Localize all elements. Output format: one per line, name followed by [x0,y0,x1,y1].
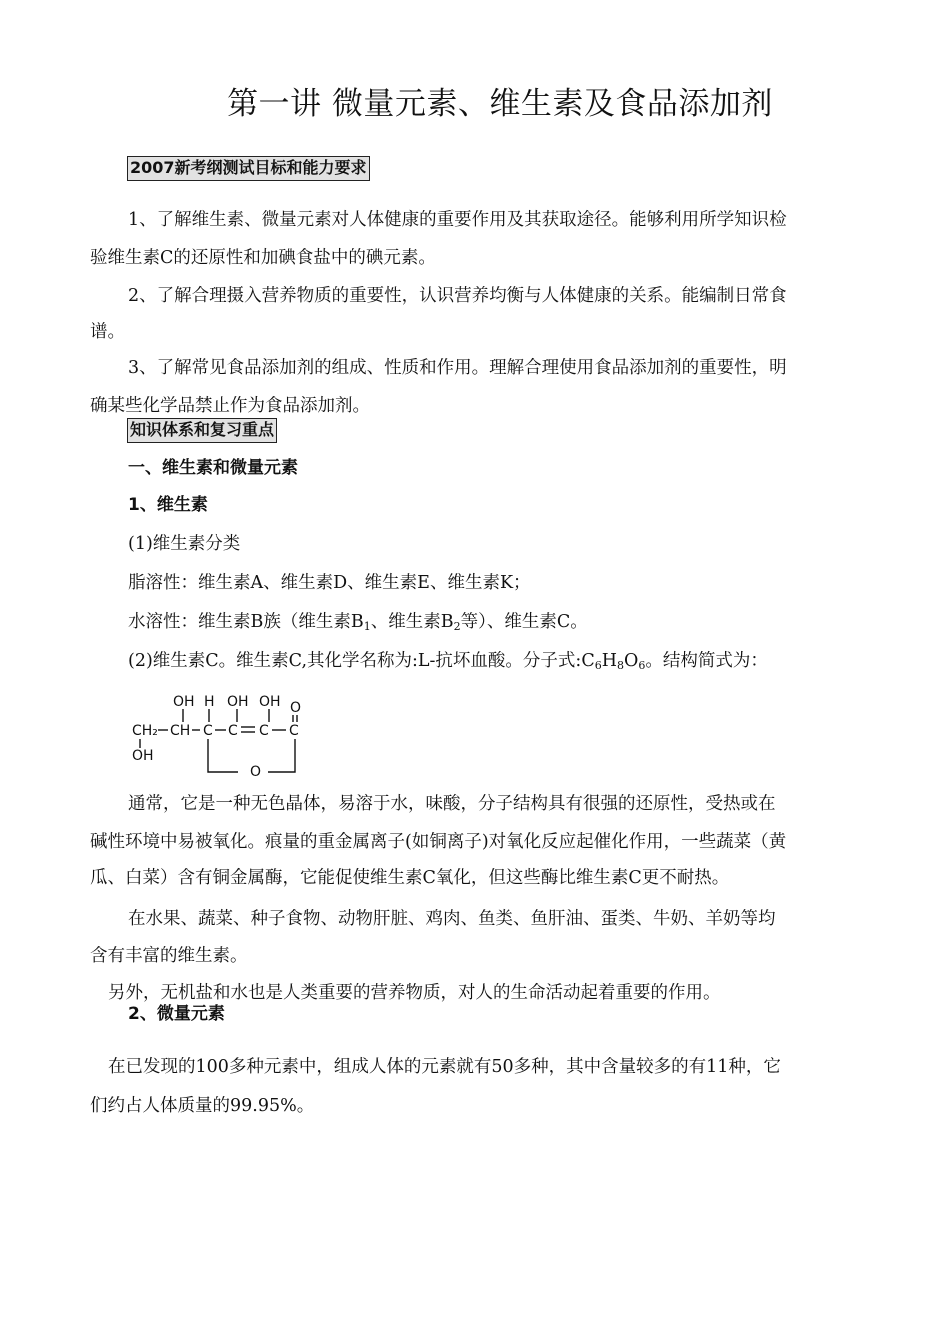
struct-ch: CH [170,723,191,739]
page-title: 第一讲 微量元素、维生素及食品添加剂 [227,86,773,122]
struct-oh-1: OH [173,694,195,710]
struct-ch2: CH₂ [132,723,158,739]
heading-vitamins: 1、维生素 [128,495,208,515]
vitamin-sources-line2: 含有丰富的维生素。 [90,946,248,966]
section-heading-knowledge: 知识体系和复习重点 [127,418,277,443]
objective-2-line1: 2、了解合理摄入营养物质的重要性，认识营养均衡与人体健康的关系。能编制日常食 [128,286,787,306]
trace-elements-line1: 在已发现的100多种元素中，组成人体的元素就有50多种，其中含量较多的有11种，它 [108,1057,781,1077]
objective-1-line2: 验维生素C的还原性和加碘食盐中的碘元素。 [90,248,436,268]
water-soluble-line: 水溶性：维生素B族（维生素$B_1$、维生素$B_2$等）、维生素C。 [128,612,588,633]
struct-c-1: C [203,723,213,739]
trace-elements-line2: 们约占人体质量的99.95%。 [90,1096,315,1116]
struct-c-4: C [289,723,299,739]
objective-1-line1: 1、了解维生素、微量元素对人体健康的重要作用及其获取途径。能够利用所学知识检 [128,210,787,230]
struct-o-ring: O [250,764,262,780]
objective-3-line2: 确某些化学品禁止作为食品添加剂。 [90,396,370,416]
minerals-water-line: 另外，无机盐和水也是人类重要的营养物质，对人的生命活动起着重要的作用。 [108,983,721,1003]
struct-oh-2: OH [227,694,249,710]
section-heading-objectives: 2007新考纲测试目标和能力要求 [127,156,370,181]
struct-c-3: C [259,723,269,739]
struct-oh-3: OH [259,694,281,710]
struct-oh-bottom: OH [132,748,154,764]
heading-vitamins-trace: 一、维生素和微量元素 [128,458,298,478]
fat-soluble-line: 脂溶性：维生素A、维生素D、维生素E、维生素K； [128,573,531,593]
vitamin-c-structure-diagram [128,690,308,782]
struct-ring-left [208,739,238,772]
struct-ring-right [268,739,295,772]
struct-h: H [204,694,215,710]
struct-c-2: C [228,723,238,739]
vitamin-classification: (1)维生素分类 [128,534,241,554]
vitamin-c-formula-line: (2)维生素C。维生素C,其化学名称为:L-抗坏血酸。分子式$:C_6H_8O_6$。结构简式为： [128,651,768,672]
objective-3-line1: 3、了解常见食品添加剂的组成、性质和作用。理解合理使用食品添加剂的重要性，明 [128,358,787,378]
heading-trace-elements: 2、微量元素 [128,1004,225,1024]
vitamin-sources-line1: 在水果、蔬菜、种子食物、动物肝脏、鸡肉、鱼类、鱼肝油、蛋类、牛奶、羊奶等均 [128,909,776,929]
struct-o-top: O [290,700,302,716]
vitamin-c-para-line1: 通常，它是一种无色晶体，易溶于水，味酸，分子结构具有很强的还原性，受热或在 [128,794,776,814]
objective-2-line2: 谱。 [90,322,125,342]
vitamin-c-para-line3: 瓜、白菜）含有铜金属酶，它能促使维生素C氧化，但这些酶比维生素C更不耐热。 [90,868,730,888]
vitamin-c-para-line2: 碱性环境中易被氧化。痕量的重金属离子(如铜离子)对氧化反应起催化作用，一些蔬菜（黄 [90,832,787,852]
